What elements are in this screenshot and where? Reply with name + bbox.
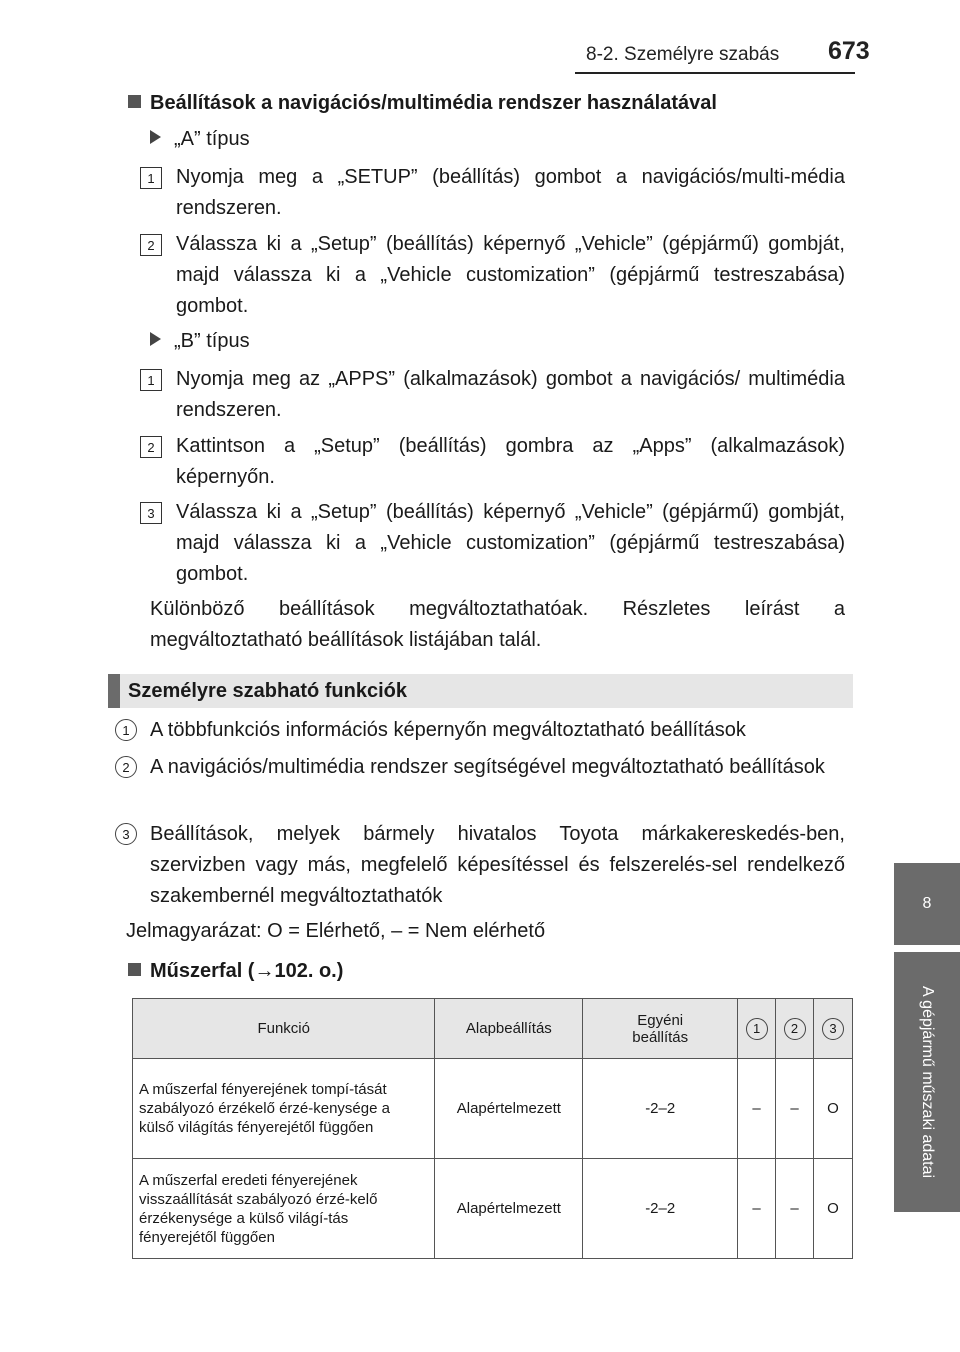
feature-text: A többfunkciós információs képernyőn megváltoztatható beállítások [150, 719, 746, 741]
type-b-step-3 [140, 497, 845, 590]
square-bullet-icon [128, 963, 141, 976]
col-header-custom: Egyéni beállítás [583, 999, 738, 1059]
cell-custom: -2–2 [583, 1159, 738, 1259]
circled-number: 3 [115, 823, 137, 845]
step-number-box: 2 [140, 436, 162, 458]
square-bullet-icon [128, 95, 141, 108]
triangle-bullet-icon [150, 332, 161, 346]
type-b-label: „B” típus [150, 330, 250, 353]
header-rule [575, 72, 855, 74]
feature-text: Beállítások, melyek bármely hivatalos Toyota márkakereskedés-ben, szervizben vagy más, megfelelő képesítéssel és felszerelés-sel rendelkező szakembernél megváltoztathatók [150, 823, 845, 907]
feature-text: A navigációs/multimédia rendszer segítségével megváltoztatható beállítások [150, 756, 825, 778]
functions-heading: Személyre szabható funkciók [108, 674, 853, 708]
chapter-tab-number [894, 863, 960, 945]
type-a-step-2 [140, 229, 845, 322]
type-b-step-2 [140, 431, 845, 493]
cell-avail-3: O [814, 1159, 853, 1259]
running-header-section: 8-2. Személyre szabás [586, 44, 780, 65]
step-number-box: 1 [140, 369, 162, 391]
chapter-tab-label [894, 952, 960, 1212]
circled-number: 1 [746, 1018, 768, 1040]
step-number-box: 2 [140, 234, 162, 256]
right-arrow-icon: → [254, 960, 275, 982]
circled-number: 2 [784, 1018, 806, 1040]
circled-number: 2 [115, 756, 137, 778]
legend-text: Jelmagyarázat: O = Elérhető, – = Nem elérhető [126, 920, 546, 942]
table-row [133, 1159, 853, 1259]
cell-avail-2: – [776, 1159, 814, 1259]
step-number-box: 3 [140, 502, 162, 524]
summary-paragraph: Különböző beállítások megváltoztathatóak. Részletes leírást a megváltoztatható beállítások listájában talál. [150, 598, 845, 651]
cell-default: Alapértelmezett [435, 1159, 583, 1259]
cell-function: A műszerfal eredeti fényerejének visszaállítását szabályozó érzé-kelő érzékenysége a külső világí-tás fényerejétől függően [133, 1159, 435, 1259]
cell-avail-1: – [738, 1059, 776, 1159]
table-header-row [133, 999, 853, 1059]
feature-item-3 [115, 819, 845, 912]
step-number-box: 1 [140, 167, 162, 189]
circled-number: 1 [115, 719, 137, 741]
col-header-function: Funkció [133, 999, 435, 1059]
col-header-1 [738, 999, 776, 1059]
section-title: Beállítások a navigációs/multimédia rendszer használatával [128, 92, 717, 115]
chapter-title: A gépjármű műszaki adatai [919, 985, 936, 1179]
chapter-number: 8 [922, 895, 932, 912]
step-text: Válassza ki a „Setup” (beállítás) képernyő „Vehicle” (gépjármű) gombját, majd válassza ki a „Vehicle customization” (gépjármű testreszabása) gombot. [176, 501, 845, 585]
cell-avail-3: O [814, 1059, 853, 1159]
circled-number: 3 [822, 1018, 844, 1040]
cell-avail-2: – [776, 1059, 814, 1159]
cell-function: A műszerfal fényerejének tompí-tását szabályozó érzékelő érzé-kenysége a külső világítás fényerejétől függően [133, 1059, 435, 1159]
settings-table [132, 998, 853, 1259]
step-text: Nyomja meg az „APPS” (alkalmazások) gombot a navigációs/ multimédia rendszeren. [176, 368, 845, 421]
triangle-bullet-icon [150, 130, 161, 144]
type-b-step-1 [140, 364, 845, 426]
col-header-3 [814, 999, 853, 1059]
cell-custom: -2–2 [583, 1059, 738, 1159]
subsection-title: Műszerfal (→102. o.) [128, 960, 343, 983]
step-text: Nyomja meg a „SETUP” (beállítás) gombot a navigációs/multi-média rendszeren. [176, 166, 845, 219]
step-text: Kattintson a „Setup” (beállítás) gombra az „Apps” (alkalmazások) képernyőn. [176, 435, 845, 488]
col-header-default: Alapbeállítás [435, 999, 583, 1059]
step-text: Válassza ki a „Setup” (beállítás) képernyő „Vehicle” (gépjármű) gombját, majd válassza ki a „Vehicle customization” (gépjármű testreszabása) gombot. [176, 233, 845, 317]
cell-default: Alapértelmezett [435, 1059, 583, 1159]
feature-item-2 [115, 752, 845, 783]
feature-item-1 [115, 715, 845, 746]
page-number: 673 [828, 37, 870, 65]
table-row [133, 1059, 853, 1159]
cell-avail-1: – [738, 1159, 776, 1259]
type-a-step-1 [140, 162, 845, 224]
col-header-2 [776, 999, 814, 1059]
type-a-label: „A” típus [150, 128, 250, 151]
